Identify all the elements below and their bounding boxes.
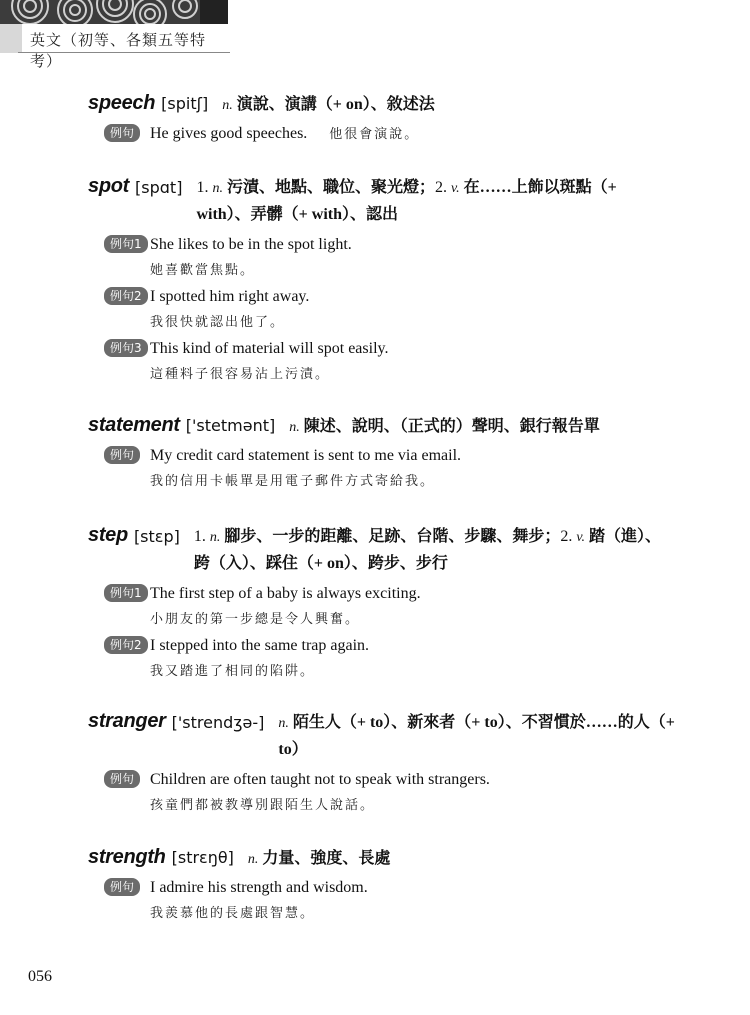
page-header (0, 0, 230, 70)
header-decoration (0, 0, 228, 24)
example-english: I admire his strength and wisdom. (150, 879, 368, 896)
example-badge: 例句 (104, 124, 140, 142)
pronunciation: [stɛp] (133, 527, 180, 546)
example-badge: 例句1 (104, 584, 148, 602)
example (88, 877, 688, 925)
example-chinese: 她喜歡當焦點。 (150, 263, 256, 278)
definition: n. 陌生人（+ to）、新來者（+ to）、不習慣於……的人（+ to） (278, 714, 675, 758)
definition: n. 力量、強度、長處 (247, 850, 391, 867)
entry-spot (88, 175, 688, 386)
example (88, 286, 688, 334)
example-chinese: 我的信用卡帳單是用電子郵件方式寄給我。 (150, 474, 436, 489)
headword: spot (88, 175, 130, 197)
example-badge: 例句2 (104, 636, 148, 654)
example-english: I stepped into the same trap again. (150, 637, 370, 654)
example (88, 338, 688, 386)
pronunciation: [spɑt] (135, 178, 183, 197)
example-badge: 例句3 (104, 339, 148, 357)
example-chinese: 小朋友的第一步總是令人興奮。 (150, 612, 361, 627)
example-chinese: 我羨慕他的長處跟智慧。 (150, 906, 316, 921)
entry-step (88, 524, 688, 683)
example-badge: 例句 (104, 770, 140, 788)
example-chinese: 我又踏進了相同的陷阱。 (150, 664, 316, 679)
pronunciation: ['stetmənt] (185, 416, 276, 435)
header-title: 英文（初等、各類五等特考） (30, 33, 207, 70)
header-rule (18, 52, 230, 53)
example-english: Children are often taught not to speak with strangers. (150, 771, 490, 788)
headword: stranger (88, 710, 166, 732)
entry-stranger (88, 710, 688, 817)
example-badge: 例句2 (104, 287, 148, 305)
example (88, 234, 688, 282)
example-english: The first step of a baby is always exciting. (150, 585, 421, 602)
header-side-block (0, 24, 22, 53)
headword: statement (88, 414, 180, 436)
definition: n. 演說、演講（+ on）、敘述法 (222, 96, 435, 113)
example-badge: 例句 (104, 878, 140, 896)
example-english: She likes to be in the spot light. (150, 236, 352, 253)
definition: 1. n. 污漬、地點、職位、聚光燈；2. v. 在……上飾以斑點（+ with）、弄髒（+ with）、認出 (196, 179, 617, 223)
example-english: My credit card statement is sent to me via email. (150, 447, 462, 464)
example (88, 583, 688, 631)
entry-statement (88, 414, 688, 493)
example (88, 635, 688, 683)
example-chinese: 他很會演說。 (329, 127, 420, 142)
example-badge: 例句 (104, 446, 140, 464)
definition: 1. n. 腳步、一步的距離、足跡、台階、步驟、舞步；2. v. 踏（進）、跨（入）、踩住（+ on）、跨步、步行 (193, 528, 662, 572)
definition: n. 陳述、說明、（正式的）聲明、銀行報告單 (289, 418, 600, 435)
pronunciation: ['strendʒə-] (171, 713, 265, 732)
example-english: I spotted him right away. (150, 288, 310, 305)
example-badge: 例句1 (104, 235, 148, 253)
pronunciation: [spitʃ] (161, 94, 209, 113)
example-chinese: 這種料子很容易沾上污漬。 (150, 367, 331, 382)
example-chinese: 我很快就認出他了。 (150, 315, 286, 330)
example-chinese: 孩童們都被教導別跟陌生人說話。 (150, 798, 376, 813)
example (88, 769, 688, 817)
headword: step (88, 524, 128, 546)
example (88, 445, 688, 493)
headword: strength (88, 846, 166, 868)
entry-speech (88, 92, 688, 146)
example-english: He gives good speeches. (150, 125, 308, 142)
page-number: 056 (28, 968, 52, 985)
example-english: This kind of material will spot easily. (150, 340, 389, 357)
entry-strength (88, 846, 688, 925)
example (88, 123, 688, 146)
pronunciation: [strɛŋθ] (171, 848, 234, 867)
headword: speech (88, 92, 156, 114)
